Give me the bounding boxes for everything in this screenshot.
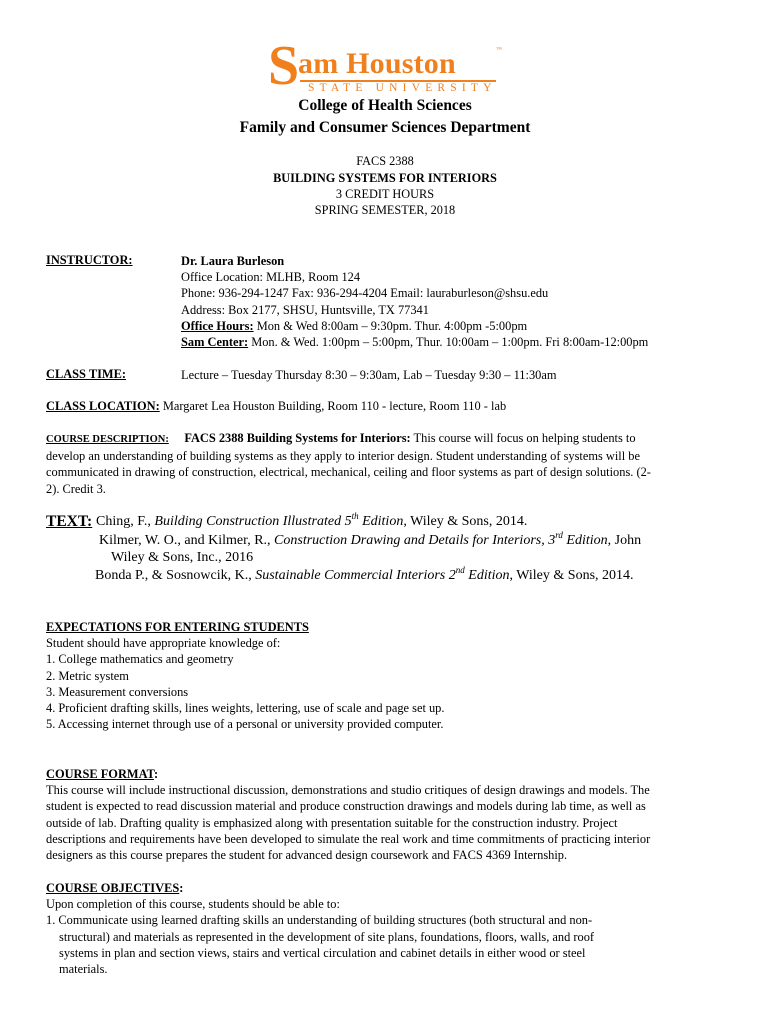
textbook-1-superscript: th — [351, 511, 359, 521]
logo-trademark: ™ — [496, 47, 502, 53]
course-title: BUILDING SYSTEMS FOR INTERIORS — [273, 171, 497, 185]
department-name: Family and Consumer Sciences Department — [239, 119, 531, 136]
textbook-2-author: Kilmer, W. O., and Kilmer, R., — [99, 533, 275, 548]
textbook-3-author: Bonda P., & Sosnowcik, K., — [95, 568, 256, 583]
course-format-line: This course will include instructional discussion, demonstrations and studio critiques of design drawings and models. The — [46, 783, 650, 798]
course-objectives-intro: Upon completion of this course, students should be able to: — [46, 897, 340, 912]
text-label: TEXT: — [46, 513, 93, 530]
logo-subtitle: STATE UNIVERSITY — [308, 82, 497, 94]
textbook-2-superscript: rd — [555, 530, 563, 540]
semester: SPRING SEMESTER, 2018 — [314, 203, 456, 217]
course-objectives-heading — [46, 880, 726, 896]
expectations-label: EXPECTATIONS FOR ENTERING STUDENTS — [46, 620, 309, 634]
course-description-intro: This course will focus on helping students to — [410, 431, 636, 445]
credit-hours: 3 CREDIT HOURS — [335, 187, 435, 201]
contact-info: Phone: 936-294-1247 Fax: 936-294-4204 Email: lauraburleson@shsu.edu — [181, 286, 549, 301]
objective-line: 1. Communicate using learned drafting skills an understanding of building structures (both structural and non- — [46, 913, 593, 928]
course-format-section — [46, 766, 726, 863]
textbook-3-publisher: , Wiley & Sons, 2014. — [509, 568, 634, 583]
course-format-line: outside of lab. Drafting quality is emphasized along with presentation suitable for the construction industry. Project — [46, 815, 618, 830]
objective-line: structural) and materials as represented in the development of site plans, foundations, floors, walls, and roof — [59, 929, 595, 944]
course-format-colon: : — [153, 767, 159, 781]
textbook-1-title — [154, 511, 404, 529]
textbook-3-edition: Edition — [464, 568, 510, 583]
sam-center-label: Sam Center: — [181, 335, 249, 350]
course-description-label: COURSE DESCRIPTION: — [46, 434, 169, 445]
office-hours-label: Office Hours: — [181, 318, 254, 333]
textbook-2-title — [274, 530, 608, 548]
instructor-label: INSTRUCTOR: — [46, 253, 133, 267]
class-location-value: Margaret Lea Houston Building, Room 110 - lecture, Room 110 - lab — [159, 399, 507, 413]
course-objectives-label: COURSE OBJECTIVES — [46, 881, 180, 895]
textbook-3 — [95, 565, 634, 584]
textbook-2-edition: Edition — [562, 533, 608, 548]
course-description-line: develop an understanding of building systems as they apply to interior design. Student understanding of systems will be — [46, 449, 640, 464]
course-objectives-section — [46, 880, 726, 977]
course-format-heading — [46, 766, 726, 782]
college-name: College of Health Sciences — [298, 97, 472, 114]
textbook-3-title — [255, 565, 510, 583]
textbook-1 — [96, 511, 528, 530]
list-item: 5. Accessing internet through use of a personal or university provided computer. — [46, 717, 444, 732]
course-description-line: communicated in drawing of construction, electrical, mechanical, ceiling and floor systems as part of design solutions. (2- — [46, 465, 651, 480]
course-objectives-colon: : — [179, 881, 184, 895]
textbook-1-publisher: , Wiley & Sons, 2014. — [403, 514, 528, 529]
logo-initial: S — [268, 35, 300, 97]
class-time-value: Lecture – Tuesday Thursday 8:30 – 9:30am, Lab – Tuesday 9:30 – 11:30am — [181, 368, 557, 382]
course-format-label: COURSE FORMAT — [46, 767, 154, 781]
course-format-line: student is expected to read discussion material and produce construction drawings and models during lab time, as well as — [46, 799, 646, 814]
office-location: Office Location: MLHB, Room 124 — [181, 270, 361, 285]
textbook-2-continued: Wiley & Sons, Inc., 2016 — [111, 550, 254, 565]
textbook-3-superscript: nd — [455, 565, 465, 575]
course-description-first-line — [46, 430, 726, 448]
class-time-label: CLASS TIME: — [46, 367, 126, 381]
mailing-address: Address: Box 2177, SHSU, Huntsville, TX 77341 — [181, 302, 429, 317]
course-format-line: designers as this course prepares the student for advanced design coursework and FACS 4369 Internship. — [46, 848, 568, 863]
list-item: 1. College mathematics and geometry — [46, 652, 234, 667]
textbook-2 — [99, 530, 642, 549]
textbook-1-title-text: Building Construction Illustrated 5 — [154, 514, 352, 529]
textbook-1-edition: Edition — [358, 514, 404, 529]
textbook-3-title-text: Sustainable Commercial Interiors 2 — [255, 568, 456, 583]
list-item: 3. Measurement conversions — [46, 684, 189, 699]
expectations-intro: Student should have appropriate knowledge of: — [46, 636, 281, 651]
list-item: 2. Metric system — [46, 668, 129, 683]
office-hours-value: Mon & Wed 8:00am – 9:30pm. Thur. 4:00pm -5:00pm — [253, 318, 528, 333]
instructor-block — [181, 253, 648, 350]
university-logo — [268, 35, 508, 97]
class-location-label: CLASS LOCATION: — [46, 399, 160, 413]
class-location — [46, 398, 506, 414]
logo-name: am Houston — [298, 47, 456, 80]
list-item: 4. Proficient drafting skills, lines weights, lettering, use of scale and page set up. — [46, 701, 445, 716]
office-hours — [181, 318, 648, 334]
textbook-2-title-text: Construction Drawing and Details for Interiors, 3 — [274, 533, 556, 548]
expectations-section — [46, 619, 444, 732]
instructor-name: Dr. Laura Burleson — [181, 254, 285, 268]
course-description-title: FACS 2388 Building Systems for Interiors: — [184, 431, 411, 445]
course-format-line: descriptions and requirements have been developed to simulate the real work and time commitments of practicing interior — [46, 831, 651, 846]
textbook-2-publisher: , John — [607, 533, 642, 548]
textbook-1-author: Ching, F., — [96, 514, 155, 529]
objective-line: materials. — [59, 962, 108, 977]
course-code: FACS 2388 — [356, 154, 414, 168]
sam-center-value: Mon. & Wed. 1:00pm – 5:00pm, Thur. 10:00am – 1:00pm. Fri 8:00am-12:00pm — [248, 335, 649, 350]
sam-center-hours — [181, 334, 648, 350]
course-description-line: 2). Credit 3. — [46, 481, 106, 496]
course-description — [46, 430, 726, 497]
objective-line: systems in plan and section views, stairs and vertical circulation and cabinet details in either wood or steel — [59, 945, 586, 960]
